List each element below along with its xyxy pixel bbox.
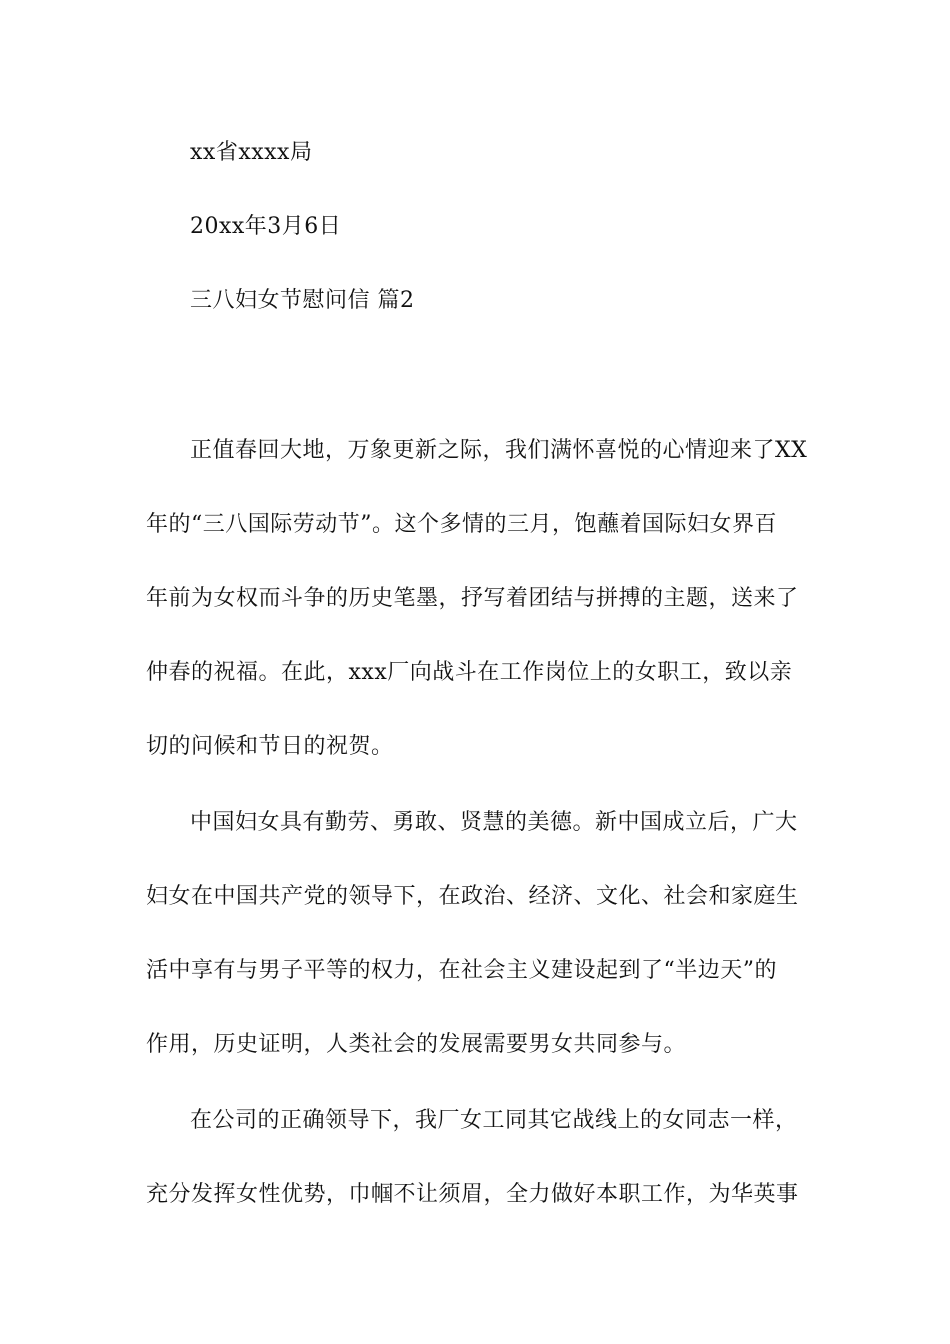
paragraph-2-line-2: 妇女在中国共产党的领导下，在政治、经济、文化、社会和家庭生 [146,884,799,909]
paragraph-1-line-2: 年的“三八国际劳动节”。这个多情的三月，饱蘸着国际妇女界百 [146,512,777,537]
date-line: 20xx年3月6日 [190,214,342,239]
paragraph-1-line-1: 正值春回大地，万象更新之际，我们满怀喜悦的心情迎来了XX [190,438,808,463]
paragraph-3-line-1: 在公司的正确领导下，我厂女工同其它战线上的女同志一样， [190,1108,798,1133]
paragraph-2-line-4: 作用，历史证明，人类社会的发展需要男女共同参与。 [146,1032,687,1057]
paragraph-2-line-3: 活中享有与男子平等的权力，在社会主义建设起到了“半边天”的 [146,958,777,983]
paragraph-1-line-3: 年前为女权而斗争的历史笔墨，抒写着团结与拼搏的主题，送来了 [146,586,799,611]
paragraph-2-line-1: 中国妇女具有勤劳、勇敢、贤慧的美德。新中国成立后，广大 [190,810,798,835]
letter-title: 三八妇女节慰问信 篇2 [190,288,415,313]
sender-line: xx省xxxx局 [190,140,313,165]
paragraph-1-line-5: 切的问候和节日的祝贺。 [146,734,394,759]
paragraph-1-line-4: 仲春的祝福。在此，xxx厂向战斗在工作岗位上的女职工，致以亲 [146,660,793,685]
paragraph-3-line-2: 充分发挥女性优势，巾帼不让须眉，全力做好本职工作，为华英事 [146,1182,799,1207]
